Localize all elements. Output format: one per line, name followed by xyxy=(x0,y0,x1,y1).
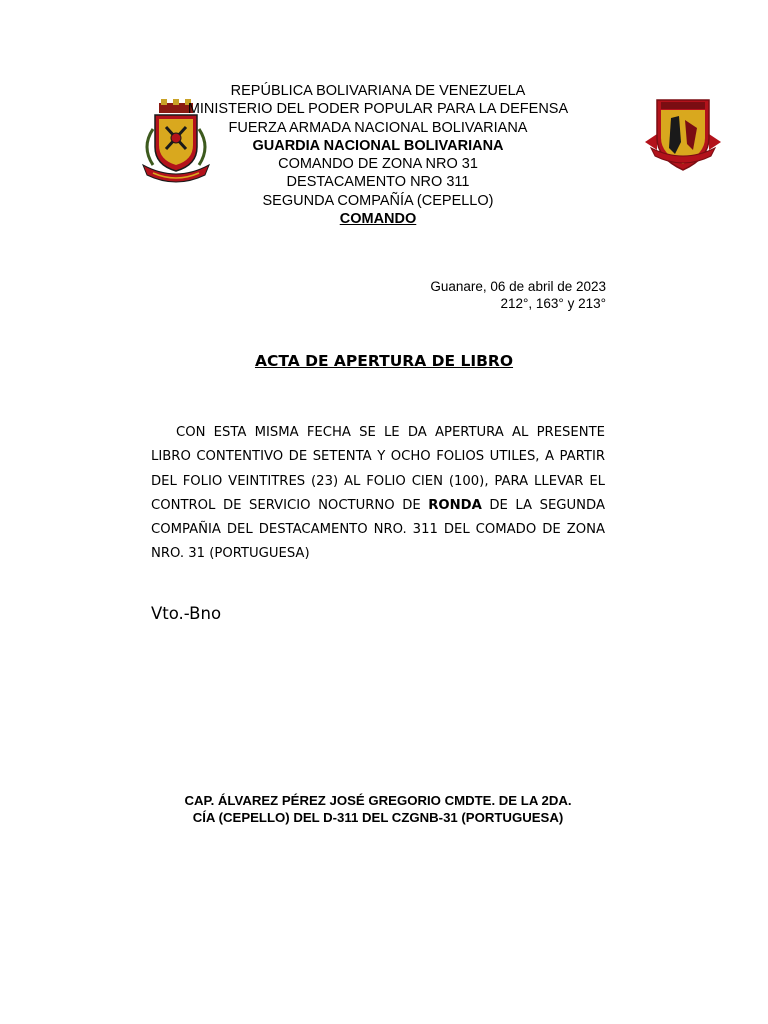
place-and-date: Guanare, 06 de abril de 2023 xyxy=(430,279,606,294)
header-ministry: MINISTERIO DEL PODER POPULAR PARA LA DEFENSA xyxy=(187,101,569,118)
header-zone-command: COMANDO DE ZONA NRO 31 xyxy=(278,156,478,173)
header-command: COMANDO xyxy=(339,211,417,228)
date-block xyxy=(430,278,606,312)
header-republic: REPÚBLICA BOLIVARIANA DE VENEZUELA xyxy=(230,83,526,99)
header-detachment: DESTACAMENTO NRO 311 xyxy=(286,174,470,191)
signatory-line-2: CÍA (CEPELLO) DEL D-311 DEL CZGNB-31 (PORTUGUESA) xyxy=(192,809,564,825)
signatory-line-1: CAP. ÁLVAREZ PÉREZ JOSÉ GREGORIO CMDTE. DE LA 2DA. xyxy=(184,793,572,808)
body-text-part-1: CON ESTA MISMA FECHA SE LE DA APERTURA AL PRESENTE LIBRO CONTENTIVO DE SETENTA Y OCHO FOLIOS UTILES, A PARTIR DEL FOLIO VEINTITRES (23) AL FOLIO CIEN (100), PARA LLEVAR EL CONTROL DE SERVICIO NOCTURNO DE xyxy=(151,425,605,513)
body-text-bold: RONDA xyxy=(428,497,482,513)
letterhead xyxy=(150,82,606,228)
header-national-guard: GUARDIA NACIONAL BOLIVARIANA xyxy=(252,137,504,154)
document-title: ACTA DE APERTURA DE LIBRO xyxy=(254,352,514,370)
document-body xyxy=(151,421,605,567)
header-armed-forces: FUERZA ARMADA NACIONAL BOLIVARIANA xyxy=(228,119,528,136)
anniversaries: 212°, 163° y 213° xyxy=(500,296,606,311)
body-text-part-2: DE LA SEGUNDA COMPAÑIA DEL DESTACAMENTO NRO. 311 DEL COMADO DE ZONA NRO. 31 (PORTUGUESA) xyxy=(151,497,605,562)
signatory-block xyxy=(150,793,606,826)
approval-label: Vto.-Bno xyxy=(151,604,222,623)
unit-shield-emblem-icon xyxy=(645,98,721,172)
header-company: SEGUNDA COMPAÑÍA (CEPELLO) xyxy=(262,192,494,209)
